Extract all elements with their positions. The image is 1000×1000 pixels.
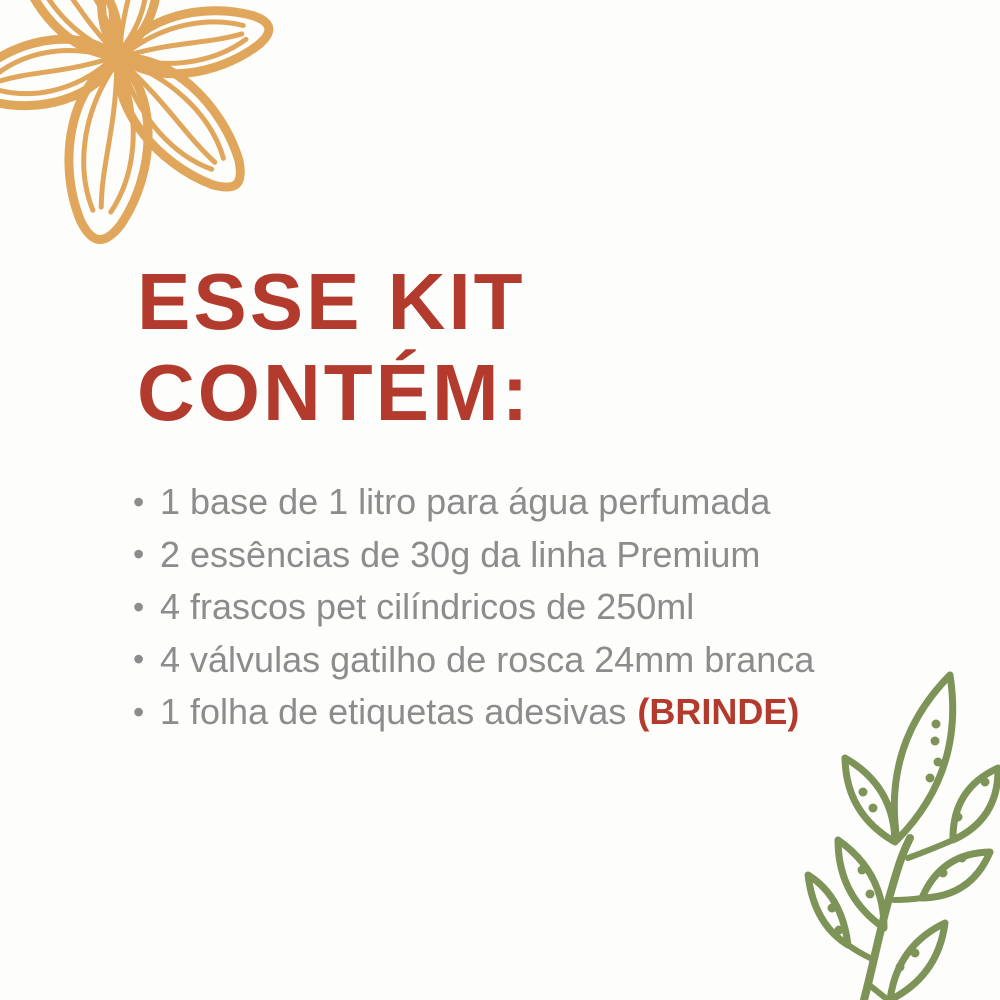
list-item — [133, 529, 814, 582]
list-item-text: 2 essências de 30g da linha Premium — [160, 533, 761, 575]
list-item — [133, 686, 814, 739]
leaf-branch-illustration — [780, 660, 1000, 1000]
flower-illustration — [0, 0, 280, 250]
bullet-icon: • — [133, 536, 145, 573]
list-item-text: 4 válvulas gatilho de rosca 24mm branca — [160, 638, 815, 680]
list-item — [133, 581, 814, 634]
list-item — [133, 476, 814, 529]
list-item-highlight: (BRINDE) — [637, 691, 800, 733]
page-title-line1: ESSE KIT — [137, 257, 526, 346]
bullet-icon: • — [133, 483, 145, 520]
kit-items-list — [133, 476, 814, 739]
page-title-line2: CONTÉM: — [137, 348, 532, 437]
bullet-icon: • — [133, 693, 145, 730]
list-item-text: 1 folha de etiquetas adesivas — [160, 691, 627, 733]
list-item — [133, 634, 814, 687]
list-item-text: 4 frascos pet cilíndricos de 250ml — [160, 586, 695, 628]
bullet-icon: • — [133, 641, 145, 678]
page-title — [137, 256, 531, 438]
list-item-text: 1 base de 1 litro para água perfumada — [160, 481, 771, 523]
bullet-icon: • — [133, 588, 145, 625]
